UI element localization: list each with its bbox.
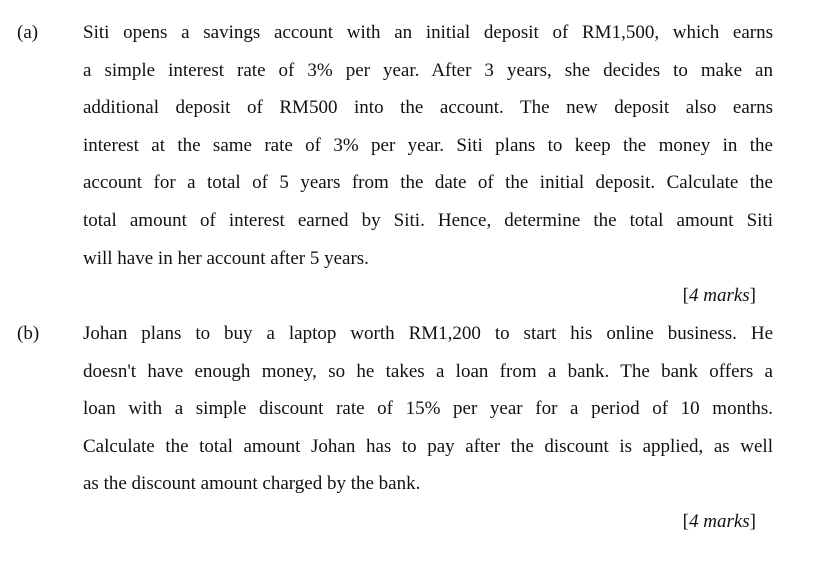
- question-a-marks-close: ]: [749, 285, 756, 306]
- question-a-marks-text: 4 marks: [688, 285, 750, 306]
- question-a-line-6: total amount of interest earned by Siti. Hence, determine the total amount Siti: [83, 209, 773, 231]
- question-b-marks: [683, 503, 756, 541]
- question-a-marks-open: [: [682, 285, 689, 306]
- question-b-label: (b): [17, 323, 40, 344]
- question-a-label: (a): [17, 22, 39, 43]
- question-a-line-1: Siti opens a savings account with an initial deposit of RM1,500, which earns: [83, 22, 773, 43]
- question-b-line-5: as the discount amount charged by the bank.: [83, 473, 421, 495]
- question-b-line-1: Johan plans to buy a laptop worth RM1,200 to start his online business. He: [83, 323, 773, 344]
- question-b-line-2: doesn't have enough money, so he takes a loan from a bank. The bank offers a: [83, 360, 773, 382]
- question-a-line-2: a simple interest rate of 3% per year. After 3 years, she decides to make an: [83, 59, 773, 81]
- question-b-marks-close: ]: [749, 511, 756, 532]
- question-b-text: [83, 315, 773, 503]
- question-a-line-7: will have in her account after 5 years.: [83, 247, 369, 269]
- question-b-marks-open: [: [682, 511, 689, 532]
- question-a-marks: [683, 277, 756, 315]
- question-a-line-3: additional deposit of RM500 into the account. The new deposit also earns: [83, 97, 773, 119]
- question-a-line-5: account for a total of 5 years from the date of the initial deposit. Calculate the: [83, 172, 773, 194]
- question-b-line-3: loan with a simple discount rate of 15% per year for a period of 10 months.: [83, 398, 773, 420]
- question-a-text: [83, 14, 773, 277]
- question-b-line-4: Calculate the total amount Johan has to pay after the discount is applied, as well: [83, 435, 773, 457]
- question-a-line-4: interest at the same rate of 3% per year. Siti plans to keep the money in the: [83, 134, 773, 156]
- question-b-marks-text: 4 marks: [688, 511, 750, 532]
